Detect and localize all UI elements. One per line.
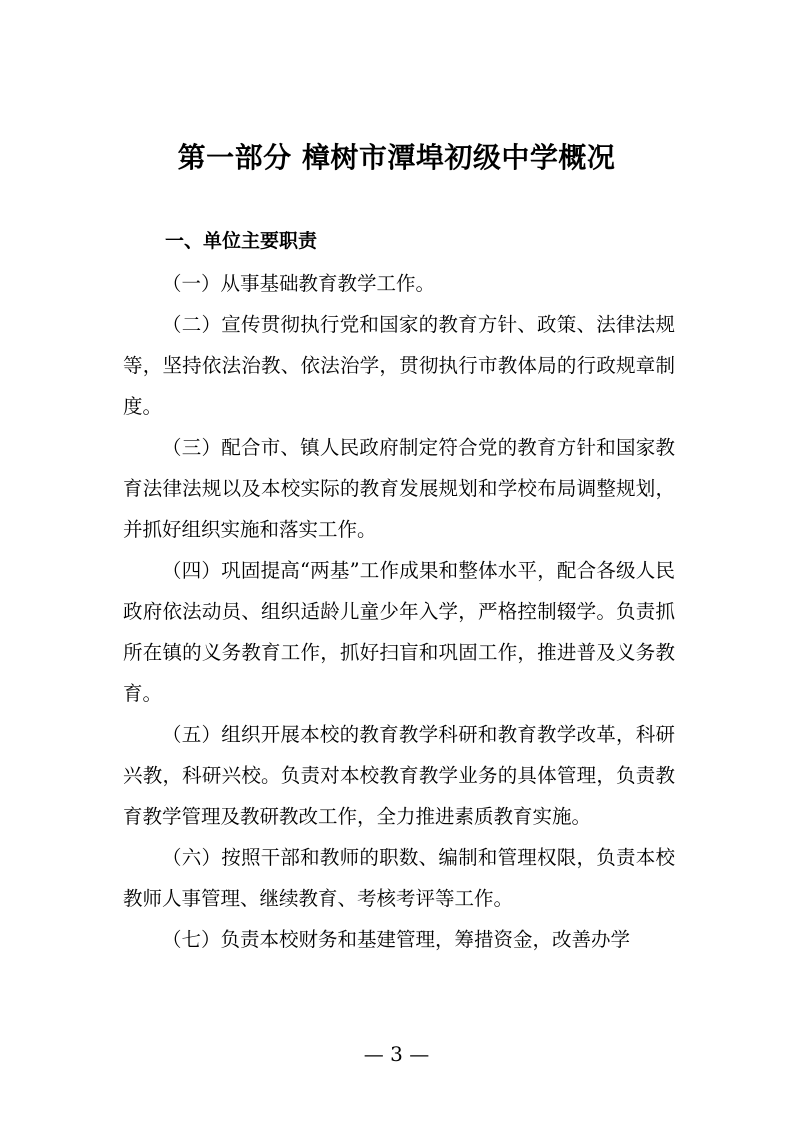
page-number: — 3 — [363,1042,430,1066]
paragraph-6: （六）按照干部和教师的职数、编制和管理权限，负责本校教师人事管理、继续教育、考核考评等工作。 [123,846,675,910]
body-text [123,263,675,960]
paragraph-7: （七）负责本校财务和基建管理，筹措资金，改善办学 [162,928,631,951]
paragraph-1: （一）从事基础教育教学工作。 [162,272,436,295]
paragraph-4: （四）巩固提高“两基”工作成果和整体水平，配合各级人民政府依法动员、组织适龄儿童少年入学，严格控制辍学。负责抓所在镇的义务教育工作，抓好扫盲和巩固工作，推进普及义务教育。 [123,559,675,705]
paragraph-3: （三）配合市、镇人民政府制定符合党的教育方针和国家教育法律法规以及本校实际的教育发展规划和学校布局调整规划，并抓好组织实施和落实工作。 [123,436,675,541]
paragraph-5: （五）组织开展本校的教育教学科研和教育教学改革，科研兴教，科研兴校。负责对本校教育教学业务的具体管理，负责教育教学管理及教研教改工作，全力推进素质教育实施。 [123,723,675,828]
section-heading: 一、单位主要职责 [165,230,318,252]
paragraph-2: （二）宣传贯彻执行党和国家的教育方针、政策、法律法规等，坚持依法治教、依法治学，贯彻执行市教体局的行政规章制度。 [123,313,675,418]
page-title: 第一部分 樟树市潭埠初级中学概况 [177,141,616,174]
